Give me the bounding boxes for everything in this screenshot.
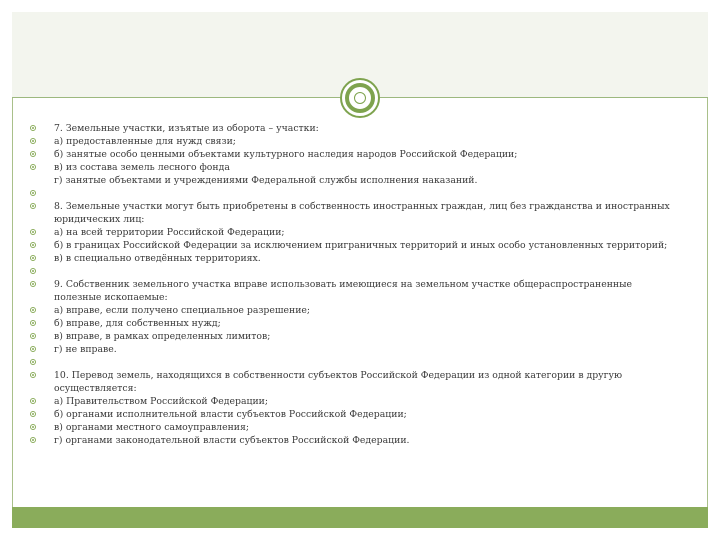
list-item-text: б) в границах Российской Федерации за исключением приграничных территорий и иных особо установленных территорий; (54, 240, 668, 251)
list-item-text: а) предоставленные для нужд связи; (54, 136, 236, 147)
bullet-icon (30, 138, 36, 144)
bullet-icon (30, 346, 36, 352)
bullet-icon (30, 372, 36, 378)
list-item-text: 10. Перевод земель, находящихся в собственности субъектов Российской Федерации из одной категории в другую осуществляется: (54, 370, 623, 394)
list-item-text: б) органами исполнительной власти субъектов Российской Федерации; (54, 409, 407, 420)
list-item-text: г) не вправе. (54, 344, 117, 355)
list-item (30, 330, 670, 343)
list-item (30, 161, 670, 187)
list-item (30, 369, 670, 395)
list-item (30, 317, 670, 330)
bullet-icon (30, 307, 36, 313)
bullet-icon (30, 268, 36, 274)
list-item (30, 278, 670, 304)
circle-ornament-icon (340, 78, 380, 118)
bullet-icon (30, 320, 36, 326)
list-item (30, 343, 670, 356)
list-item-text: 9. Собственник земельного участка вправе использовать имеющиеся на земельном участке общераспространенные полезные ископаемые: (54, 279, 633, 303)
bullet-icon (30, 333, 36, 339)
list-item-text: б) занятые особо ценными объектами культурного наследия народов Российской Федерации; (54, 149, 518, 160)
list-item (30, 187, 670, 200)
list-item-text: а) Правительством Российской Федерации; (54, 396, 269, 407)
bullet-icon (30, 281, 36, 287)
list-item (30, 122, 670, 135)
list-item-text: в) вправе, в рамках определенных лимитов; (54, 331, 271, 342)
list-item-text: а) вправе, если получено специальное разрешение; (54, 305, 311, 316)
bullet-icon (30, 242, 36, 248)
bullet-icon (30, 229, 36, 235)
list-item (30, 421, 670, 434)
list-item (30, 252, 670, 265)
bullet-icon (30, 190, 36, 196)
bullet-icon (30, 125, 36, 131)
bullet-icon (30, 411, 36, 417)
list-item-text: а) на всей территории Российской Федерации; (54, 227, 285, 238)
bullet-icon (30, 203, 36, 209)
list-item (30, 148, 670, 161)
list-item (30, 226, 670, 239)
slide-footer-bar (12, 507, 708, 528)
list-item-text: г) органами законодательной власти субъектов Российской Федерации. (54, 435, 410, 446)
bullet-icon (30, 255, 36, 261)
list-item-text: в) органами местного самоуправления; (54, 422, 249, 433)
list-item-text: в) из состава земель лесного фонда г) занятые объектами и учреждениями Федеральной службы исполнения наказаний. (54, 162, 478, 186)
bullet-icon (30, 398, 36, 404)
bullet-icon (30, 437, 36, 443)
list-item-text: в) в специально отведённых территориях. (54, 253, 261, 264)
list-item-text: 7. Земельные участки, изъятые из оборота – участки: (54, 123, 319, 134)
bullet-icon (30, 359, 36, 365)
bullet-icon (30, 164, 36, 170)
list-item-text: б) вправе, для собственных нужд; (54, 318, 221, 329)
list-item (30, 408, 670, 421)
list-item (30, 135, 670, 148)
bullet-icon (30, 424, 36, 430)
list-item (30, 265, 670, 278)
list-item (30, 239, 670, 252)
list-item (30, 356, 670, 369)
list-item-text: 8. Земельные участки могут быть приобретены в собственность иностранных граждан, лиц без гражданства и иностранных юридических лиц: (54, 201, 670, 225)
slide-content-list (30, 122, 670, 447)
list-item (30, 200, 670, 226)
list-item (30, 434, 670, 447)
list-item (30, 395, 670, 408)
list-item (30, 304, 670, 317)
bullet-icon (30, 151, 36, 157)
